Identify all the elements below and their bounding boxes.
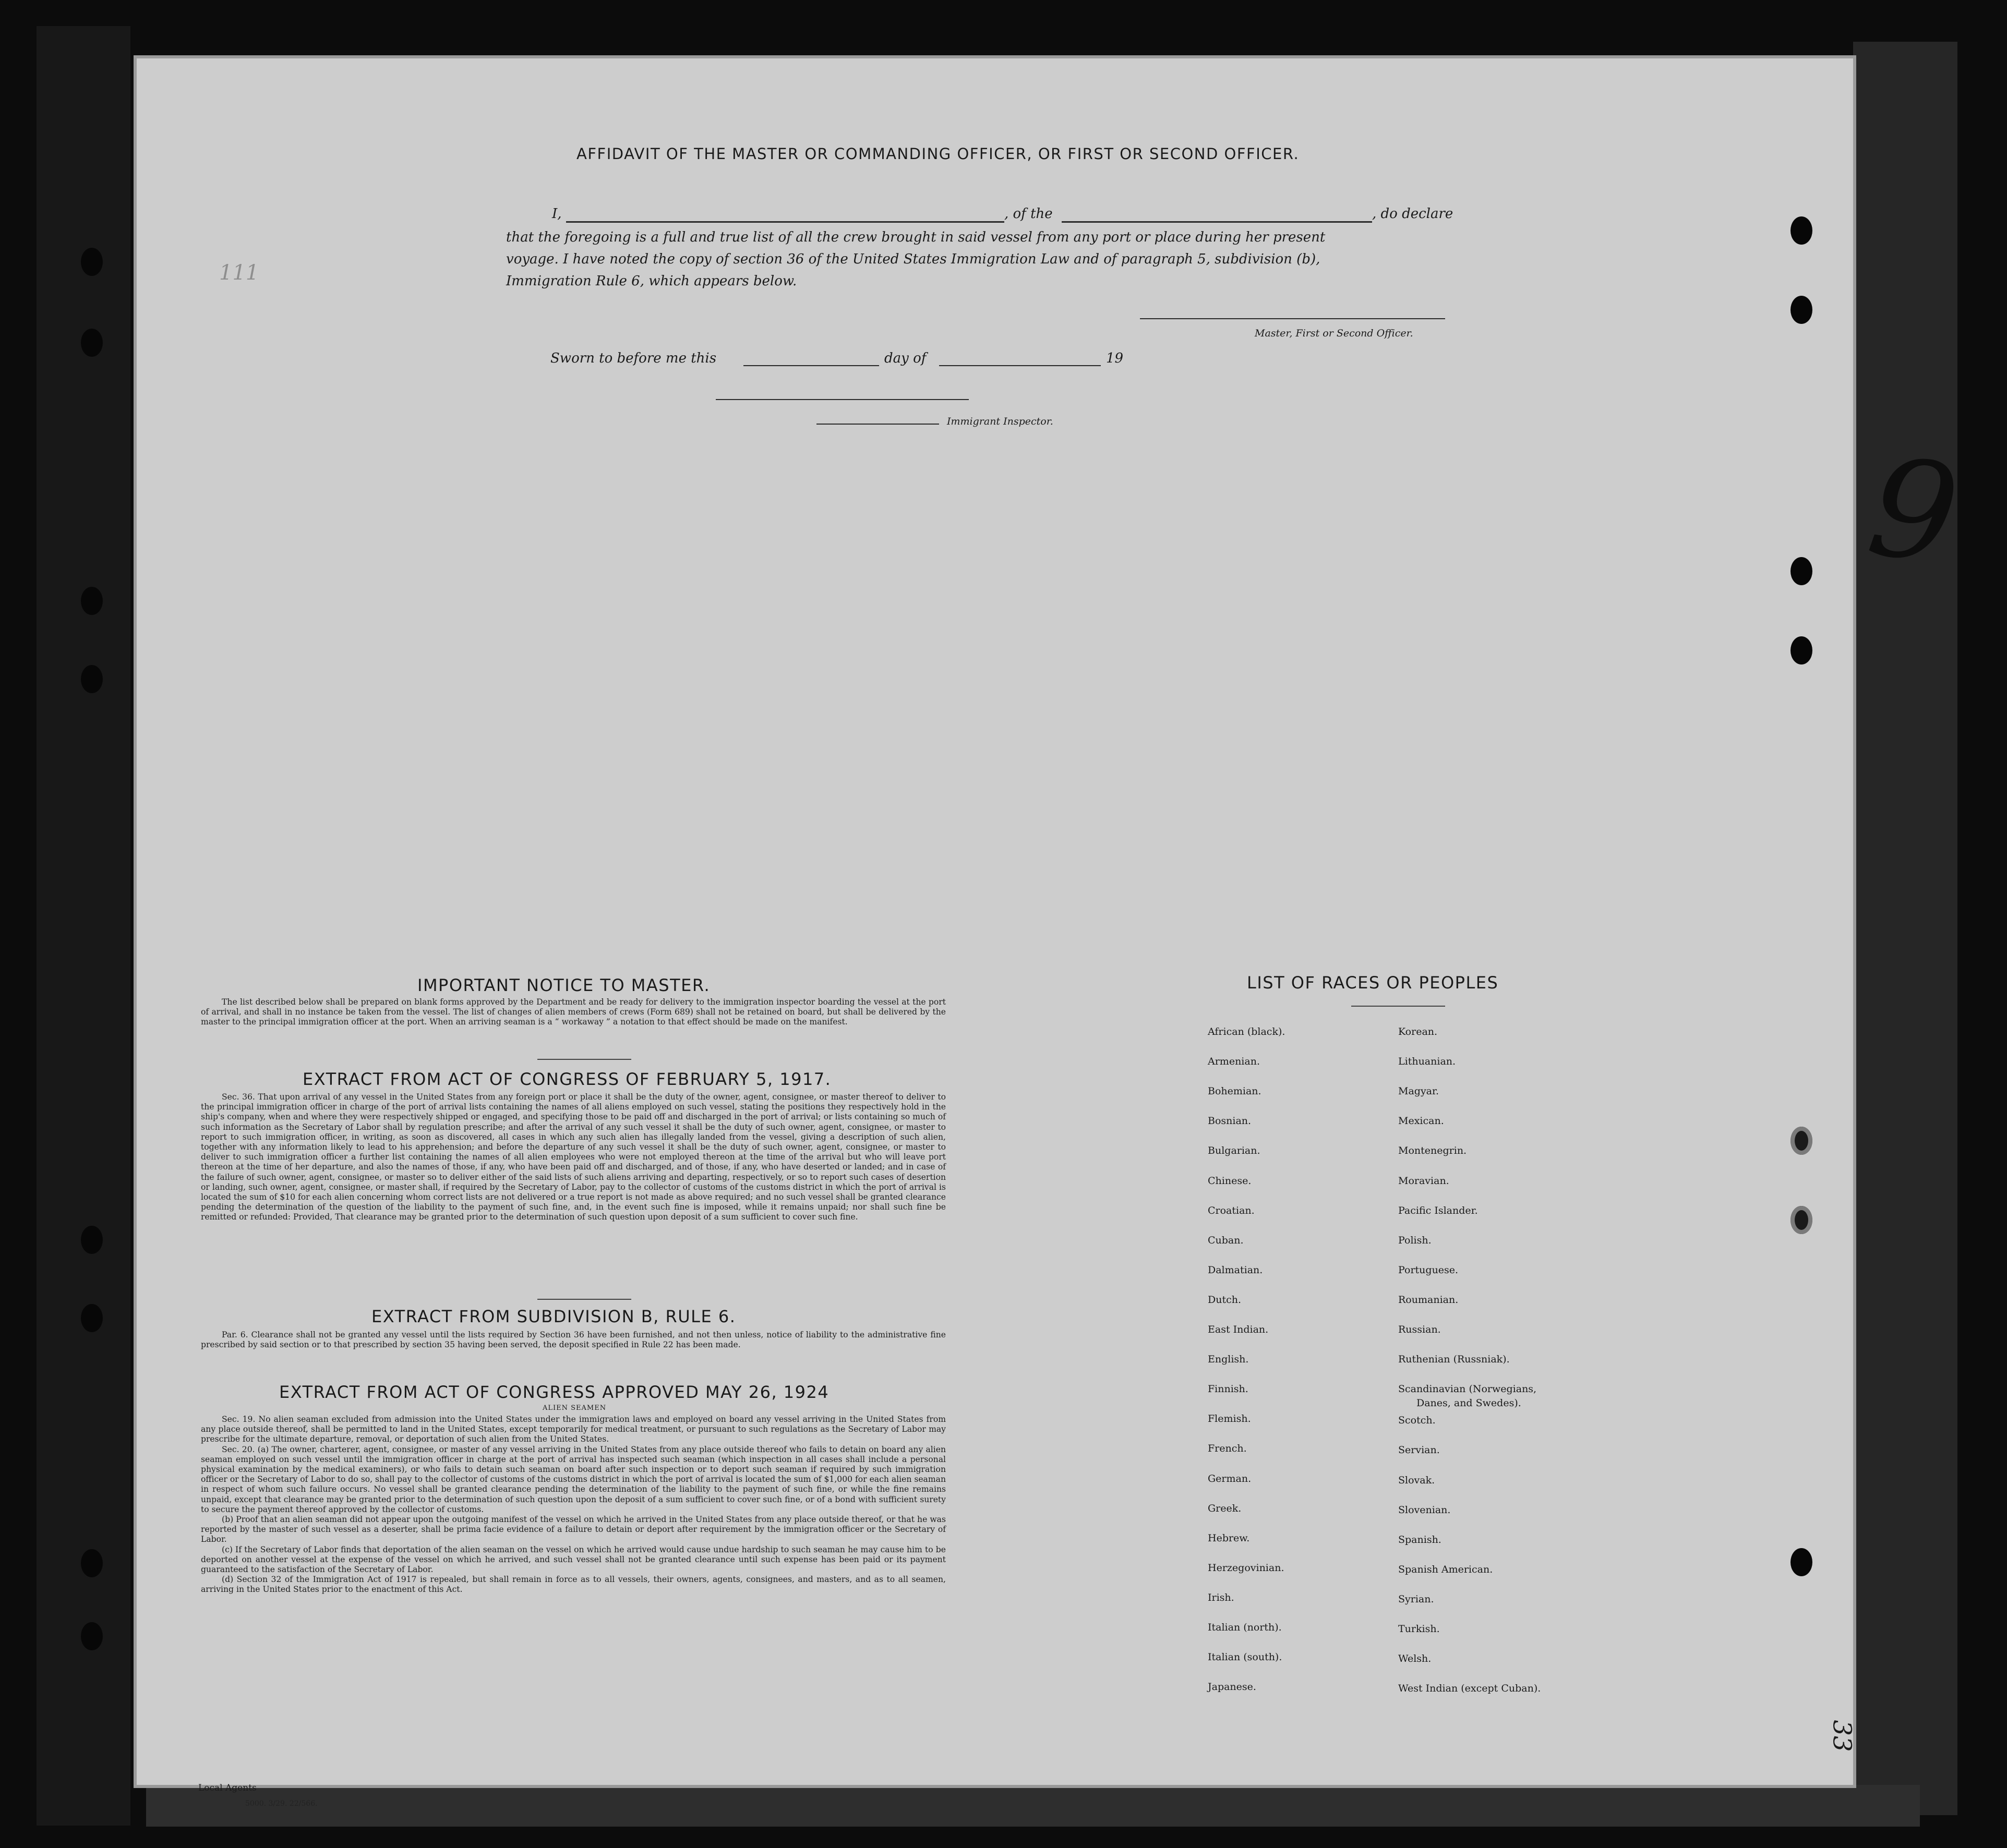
race-item: Scandinavian (Norwegians, <box>1398 1383 1537 1395</box>
race-item: French. <box>1208 1443 1247 1455</box>
separator <box>537 1299 631 1300</box>
affidavit-line-3: voyage. I have noted the copy of section 36 of the United States Immigration Law and of paragraph 5, subdivision (b), <box>506 251 1320 267</box>
margin-number-right: 33 <box>1827 1720 1857 1752</box>
extract-rule6-title: EXTRACT FROM SUBDIVISION B, RULE 6. <box>371 1307 736 1326</box>
race-item: West Indian (except Cuban). <box>1398 1683 1541 1695</box>
punch-hole <box>1790 1127 1812 1155</box>
binding-hole <box>81 248 103 276</box>
race-item: Montenegrin. <box>1398 1145 1467 1157</box>
race-item: Portuguese. <box>1398 1264 1459 1276</box>
affidavit-do-declare: , do declare <box>1372 206 1453 222</box>
punch-hole <box>1790 557 1812 585</box>
punch-hole <box>1790 636 1812 665</box>
race-item: Chinese. <box>1208 1175 1252 1187</box>
race-item: Lithuanian. <box>1398 1056 1456 1068</box>
page-edge-right <box>1853 42 1957 1815</box>
race-item: Italian (south). <box>1208 1651 1282 1663</box>
extract-1924-text <box>201 1415 946 1595</box>
sec-20a: Sec. 20. (a) The owner, charterer, agent, consignee, or master of any vessel arriving in the United States from any place outside thereof who fails to detain on board any alien seaman employed on such vessel until the immigration officer in charge at the port of arrival has inspected such seaman (which inspection in all cases shall include a personal physical examination by the medical examiners), or who fails to detain such seaman on board after such inspection or to deport such seaman if required by such immigration officer or the Secretary of Labor to do so, shall pay to the collector of customs of the customs district in which the port of arrival is located the sum of $1,000 for each alien seaman in respect of whom such failure occurs. No vessel shall be granted clearance pending the determination of the liability to the payment of such fine, or while the fine remains unpaid, except that clearance may be granted prior to the determination of such question upon the deposit of a sum sufficient to cover such fine, or of a bond with sufficient surety to secure the payment thereof approved by the collector of customs. <box>201 1444 946 1514</box>
punch-hole <box>1790 216 1812 245</box>
affidavit-line-4: Immigration Rule 6, which appears below. <box>506 273 797 289</box>
race-item: Greek. <box>1208 1502 1242 1514</box>
race-item: Syrian. <box>1398 1593 1434 1605</box>
handwritten-mark: 9 <box>1859 427 1967 596</box>
race-item: Polish. <box>1398 1234 1432 1246</box>
sworn-year: 19 <box>1106 351 1124 366</box>
extract-1917-title: EXTRACT FROM ACT OF CONGRESS OF FEBRUARY 5, 1917. <box>303 1069 832 1089</box>
race-item: Cuban. <box>1208 1234 1244 1246</box>
footer-local-agents: Local Agents <box>198 1783 257 1793</box>
affidavit-i: I, <box>552 206 562 222</box>
race-item: Spanish American. <box>1398 1563 1493 1575</box>
inspector-signature-line-2 <box>816 424 939 425</box>
sec-19: Sec. 19. No alien seaman excluded from admission into the United States under the immigration laws and employed on board any vessel arriving in the United States from any place outside thereof, shall be permitted to land in the United States, except temporarily for medical treatment, or pursuant to such regulations as the Secretary of Labor may prescribe for the ultimate departure, removal, or deportation of such alien from the United States. <box>201 1415 946 1444</box>
affidavit-title: AFFIDAVIT OF THE MASTER OR COMMANDING OFFICER, OR FIRST OR SECOND OFFICER. <box>576 145 1300 163</box>
race-item: Bulgarian. <box>1208 1145 1260 1157</box>
affidavit-line-2: that the foregoing is a full and true list of all the crew brought in said vessel from any port or place during her present <box>506 230 1326 245</box>
race-item: Armenian. <box>1208 1056 1260 1068</box>
punch-hole <box>1790 1206 1812 1234</box>
binding-hole <box>81 1304 103 1332</box>
race-item: Italian (north). <box>1208 1622 1282 1633</box>
separator <box>1351 1006 1445 1007</box>
margin-number-left: 111 <box>219 261 259 285</box>
race-item: Ruthenian (Russniak). <box>1398 1354 1510 1366</box>
notice-text: The list described below shall be prepared on blank forms approved by the Department and be ready for delivery to the immigration inspector boarding the vessel at the port of arrival, and shall in no instance be taken from the vessel. The list of changes of alien members of crews (Form 689) shall not be retained on board, but shall be delivered by the master to the principal immigration officer at the port. When an arriving seaman is a “ workaway ” a notation to that effect should be made on the manifest. <box>201 997 946 1027</box>
sec-20c: (c) If the Secretary of Labor finds that deportation of the alien seaman on the vessel on which he arrived would cause undue hardship to such seaman he may cause him to be deported on another vessel at the expense of the vessel on which he arrived, and such vessel shall not be granted clearance until such expense has been paid or its payment guaranteed to the satisfaction of the Secretary of Labor. <box>201 1544 946 1575</box>
race-item: Croatian. <box>1208 1204 1255 1216</box>
inspector-label: Immigrant Inspector. <box>947 416 1053 427</box>
separator <box>537 1059 631 1060</box>
extract-1917-text: Sec. 36. That upon arrival of any vessel in the United States from any foreign port or place it shall be the duty of the owner, agent, consignee, or master thereof to deliver to the principal immigration officer in charge of the port of arrival lists containing the names of all aliens employed on such vessel, stating the positions they respectively hold in the ship's company, when and where they were respectively shipped or engaged, and specifying those to be paid off and discharged in the port of arrival; or lists containing so much of such information as the Secretary of Labor shall by regulation prescribe; and after the arrival of any such vessel it shall be the duty of such owner, agent, consignee, or master to report to such immigration officer, in writing, as soon as discovered, all cases in which any such alien has illegally landed from the vessel, giving a description of such alien, together with any information likely to lead to his apprehension; and before the departure of any such vessel it shall be the duty of such owner, agent, consignee, or master to deliver to such immigration officer a further list containing the names of all alien employees who were not employed thereon at the time of the arrival but who will leave port thereon at the time of her departure, and also the names of those, if any, who have been paid off and discharged, and of those, if any, who have deserted or landed; and in case of the failure of such owner, agent, consignee, or master so to deliver either of the said lists of such aliens arriving and departing, respectively, or so to report such cases of desertion or landing, such owner, agent, consignee, or master shall, if required by the Secretary of Labor, pay to the collector of customs of the customs district in which the port of arrival is located the sum of $10 for each alien concerning whom correct lists are not delivered or a true report is not made as above required; and no such vessel shall be granted clearance pending the determination of the question of the liability to the payment of such fine, and, in the event such fine is imposed, while it remains unpaid; nor shall such fine be remitted or refunded: Provided, That clearance may be granted prior to the determination of such question upon deposit of a sum sufficient to cover such fine. <box>201 1092 946 1222</box>
race-item: Bosnian. <box>1208 1115 1252 1127</box>
punch-hole <box>1790 296 1812 324</box>
binding-hole <box>81 1622 103 1650</box>
sworn-day-of: day of <box>884 351 927 366</box>
race-item: Slovenian. <box>1398 1504 1451 1516</box>
race-item: African (black). <box>1208 1026 1285 1037</box>
sec-20b: (b) Proof that an alien seaman did not appear upon the outgoing manifest of the vessel on which he arrived in the United States from any place outside thereof, or that he was reported by the master of such vessel as a deserter, shall be prima facie evidence of a failure to detain or deport after requirement by the immigration officer or the Secretary of Labor. <box>201 1515 946 1544</box>
sec-20d: (d) Section 32 of the Immigration Act of 1917 is repealed, but shall remain in force as to all vessels, their owners, agents, consignees, and masters, and as to all seamen, arriving in the United States prior to the enactment of this Act. <box>201 1575 946 1595</box>
race-item: Russian. <box>1398 1324 1441 1335</box>
binding-hole <box>81 665 103 693</box>
races-title: LIST OF RACES OR PEOPLES <box>1247 973 1499 993</box>
binding-hole <box>81 1226 103 1254</box>
race-item: East Indian. <box>1208 1324 1269 1335</box>
race-item: German. <box>1208 1472 1252 1484</box>
race-item: Turkish. <box>1398 1623 1440 1635</box>
race-item: Herzegovinian. <box>1208 1562 1284 1574</box>
race-item: Japanese. <box>1208 1681 1256 1693</box>
race-item: Finnish. <box>1208 1383 1248 1395</box>
race-item: Flemish. <box>1208 1413 1251 1425</box>
race-item: Scotch. <box>1398 1415 1436 1427</box>
race-item: Servian. <box>1398 1444 1440 1456</box>
race-item: Korean. <box>1398 1026 1438 1037</box>
master-signature-line <box>1140 318 1445 319</box>
race-item: Dalmatian. <box>1208 1264 1263 1276</box>
race-item: Slovak. <box>1398 1474 1435 1486</box>
vessel-blank <box>1062 221 1372 223</box>
binding-hole <box>81 329 103 357</box>
name-blank <box>566 221 1004 223</box>
affidavit-of-the: , of the <box>1004 206 1053 222</box>
extract-1924-title: EXTRACT FROM ACT OF CONGRESS APPROVED MAY 26, 1924 <box>279 1382 830 1402</box>
race-item: Moravian. <box>1398 1175 1449 1187</box>
race-item: Hebrew. <box>1208 1532 1250 1544</box>
sworn-month-blank <box>939 365 1101 366</box>
extract-rule6-text: Par. 6. Clearance shall not be granted any vessel until the lists required by Section 36 have been furnished, and not then unless, notice of liability to the administrative fine prescribed by said section or to that prescribed by section 35 having been served, the deposit specified in Rule 22 has been made. <box>201 1330 946 1350</box>
binding-hole <box>81 1549 103 1577</box>
race-item: Irish. <box>1208 1591 1234 1603</box>
race-item: Magyar. <box>1398 1085 1439 1097</box>
race-item: Roumanian. <box>1398 1294 1459 1306</box>
notice-title: IMPORTANT NOTICE TO MASTER. <box>417 975 711 995</box>
sworn-day-blank <box>743 365 879 366</box>
inspector-signature-line-1 <box>716 399 969 400</box>
race-item: Dutch. <box>1208 1294 1242 1306</box>
footer-print-code: 5000. 3/29. 22/566. <box>245 1799 318 1808</box>
page-edge-bottom <box>146 1785 1920 1827</box>
extract-1924-subtitle: ALIEN SEAMEN <box>543 1404 607 1412</box>
race-item: Welsh. <box>1398 1653 1432 1665</box>
race-item: Mexican. <box>1398 1115 1444 1127</box>
master-signature-label: Master, First or Second Officer. <box>1255 328 1413 339</box>
binding-hole <box>81 587 103 615</box>
sworn-text: Sworn to before me this <box>550 351 717 366</box>
race-item: Danes, and Swedes). <box>1416 1397 1521 1409</box>
race-item: Bohemian. <box>1208 1085 1261 1097</box>
race-item: Spanish. <box>1398 1533 1441 1545</box>
punch-hole <box>1790 1548 1812 1576</box>
race-item: Pacific Islander. <box>1398 1204 1478 1216</box>
race-item: English. <box>1208 1354 1249 1366</box>
